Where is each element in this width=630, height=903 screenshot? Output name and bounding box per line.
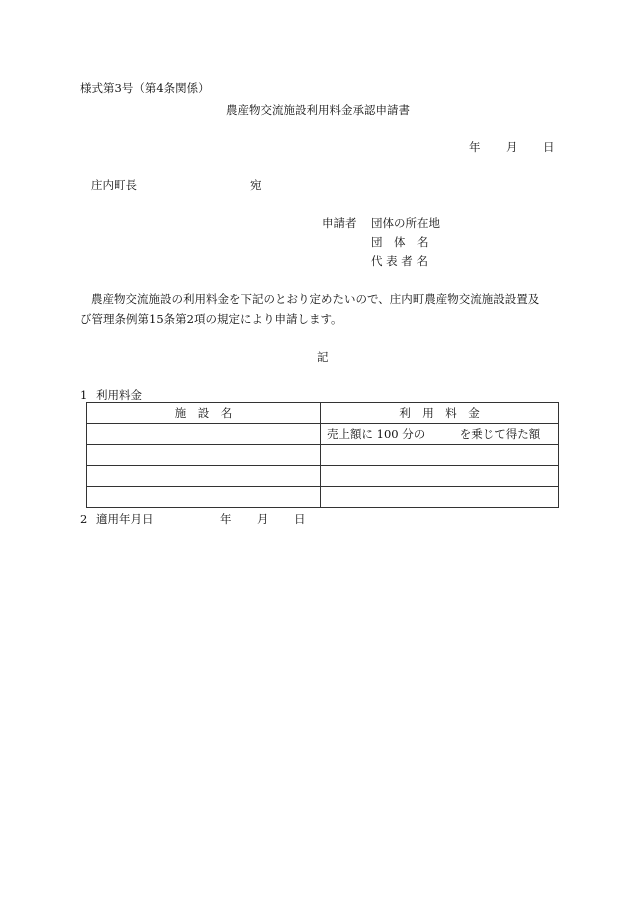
- header-facility-name: 施 設 名: [87, 403, 321, 424]
- date-year: 年: [469, 140, 481, 154]
- table-row: [87, 445, 559, 466]
- body-text-line2: び管理条例第15条第2項の規定により申請します。: [80, 312, 343, 326]
- body-text-line1: 農産物交流施設の利用料金を下記のとおり定めたいので、庄内町農産物交流施設設置及: [91, 292, 540, 306]
- page-title: 農産物交流施設利用料金承認申請書: [226, 103, 410, 117]
- facility-name-cell: [87, 424, 321, 445]
- usage-fee-cell: [321, 445, 559, 466]
- section2-number: 2: [80, 512, 88, 526]
- fee-table: [86, 402, 559, 508]
- applicant-address-label: 団体の所在地: [371, 216, 440, 230]
- usage-fee-cell: 売上額に 100 分の を乗じて得た額: [321, 424, 559, 445]
- section2-year: 年: [220, 512, 232, 526]
- ki-heading: 記: [317, 350, 329, 364]
- header-usage-fee: 利 用 料 金: [321, 403, 559, 424]
- addressee-name: 庄内町長: [91, 178, 137, 192]
- table-header-row: [87, 403, 559, 424]
- facility-name-cell: [87, 466, 321, 487]
- applicant-label: 申請者: [322, 216, 357, 230]
- facility-name-cell: [87, 487, 321, 508]
- section1-number: 1: [80, 388, 88, 402]
- section2-day: 日: [294, 512, 306, 526]
- section2-label: 適用年月日: [96, 512, 154, 526]
- applicant-rep-label: 代 表 者 名: [371, 254, 428, 268]
- section1-label: 利用料金: [96, 388, 142, 402]
- table-row: [87, 487, 559, 508]
- date-day: 日: [543, 140, 555, 154]
- usage-fee-cell: [321, 487, 559, 508]
- table-row: [87, 424, 559, 445]
- section2-month: 月: [257, 512, 269, 526]
- facility-name-cell: [87, 445, 321, 466]
- form-number: 様式第3号（第4条関係）: [80, 81, 210, 95]
- date-month: 月: [506, 140, 518, 154]
- addressee-suffix: 宛: [250, 178, 262, 192]
- table-row: [87, 466, 559, 487]
- applicant-org-label: 団 体 名: [371, 235, 429, 249]
- usage-fee-cell: [321, 466, 559, 487]
